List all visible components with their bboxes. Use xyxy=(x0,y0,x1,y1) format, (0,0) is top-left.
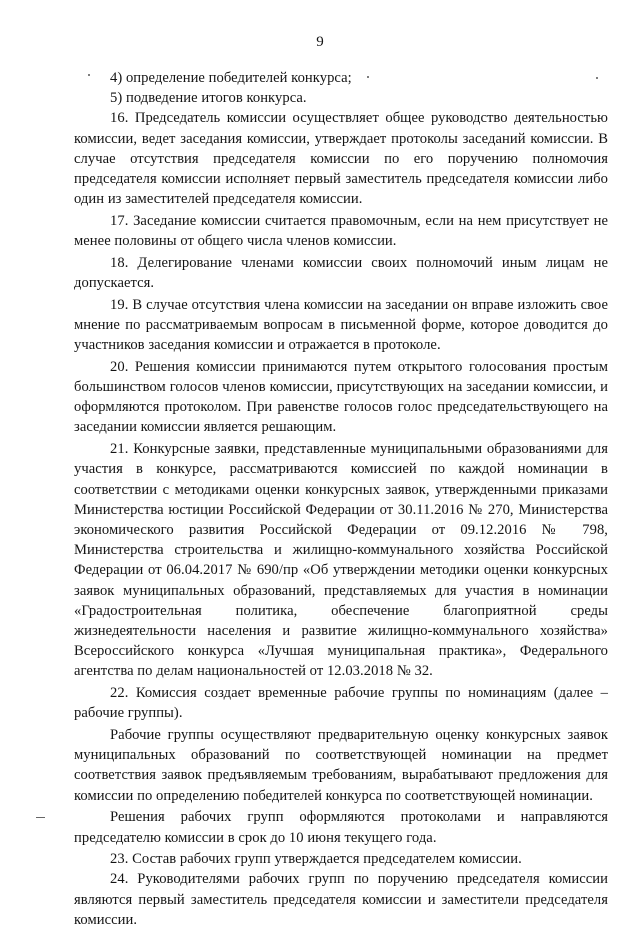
paragraph-21: 21. Конкурсные заявки, представленные муниципальными образованиями для участия в конкурсе, рассматриваются комиссией по каждой номинации в соответствии с методиками оценки конкурсных заявок, утвержденными приказами Министерства юстиции Российской Федерации от 30.11.2016 № 270, Министерства экономического развития Российской Федерации от 09.12.2016 № 798, Министерства строительства и жилищно-коммунального хозяйства Российской Федерации от 06.04.2017 № 690/пр «Об утверждении методики оценки конкурсных заявок муниципальных образований, представляемых для участия в номинации «Градостроительная политика, обеспечение благоприятной среды жизнедеятельности населения и развитие жилищно-коммунального хозяйства» Всероссийского конкурса «Лучшая муниципальная практика», Федерального агентства по делам национальностей от 12.03.2018 № 32. xyxy=(74,441,608,680)
paragraph-working-groups-decisions: Решения рабочих групп оформляются протоколами и направляются председателю комиссии в срок до 10 июня текущего года. xyxy=(74,809,608,846)
scan-speck xyxy=(596,77,598,79)
paragraph-22: 22. Комиссия создает временные рабочие группы по номинациям (далее – рабочие группы). xyxy=(74,685,608,722)
paragraph-18: 18. Делегирование членами комиссии своих полномочий иным лицам не допускается. xyxy=(74,254,608,292)
scan-speck xyxy=(367,76,369,78)
page-number: 9 xyxy=(316,34,324,50)
paragraph-19: 19. В случае отсутствия члена комиссии на заседании он вправе изложить свое мнение по рассматриваемым вопросам в письменной форме, которое доводится до участников заседания комиссии и отражается в протоколе. xyxy=(74,296,608,354)
paragraph-17: 17. Заседание комиссии считается правомочным, если на нем присутствует не менее половины от общего числа членов комиссии. xyxy=(74,212,608,250)
paragraph-working-groups: Рабочие группы осуществляют предварительную оценку конкурсных заявок муниципальных образований по соответствующей номинации на предмет соответствия заявок предъявляемым требованиям, вырабатывают предложения для комиссии по определению победителей конкурса по соответствующей номинации. xyxy=(74,727,608,804)
paragraph-20: 20. Решения комиссии принимаются путем открытого голосования простым большинством голосов членов комиссии, присутствующих на заседании комиссии, и оформляются протоколом. При равенстве голосов голос председательствующего на заседании комиссии является решающим. xyxy=(74,358,608,436)
paragraph-item-5: 5) подведение итогов конкурса. xyxy=(110,90,307,107)
paragraph-16: 16. Председатель комиссии осуществляет общее руководство деятельностью комиссии, ведет заседания комиссии, утверждает протоколы заседаний комиссии. В случае отсутствия председателя комиссии по его поручению полномочия председателя комиссии исполняет первый заместитель председателя комиссии либо один из заместителей председателя комиссии. xyxy=(74,110,608,208)
scan-speck xyxy=(88,74,90,76)
paragraph-item-4: 4) определение победителей конкурса; xyxy=(110,70,352,86)
document-body xyxy=(74,68,608,930)
scan-mark xyxy=(36,817,45,818)
paragraph-24: 24. Руководителями рабочих групп по поручению председателя комиссии являются первый заместитель председателя комиссии и заместители председателя комиссии. xyxy=(74,871,608,928)
paragraph-23: 23. Состав рабочих групп утверждается председателем комиссии. xyxy=(110,851,522,868)
